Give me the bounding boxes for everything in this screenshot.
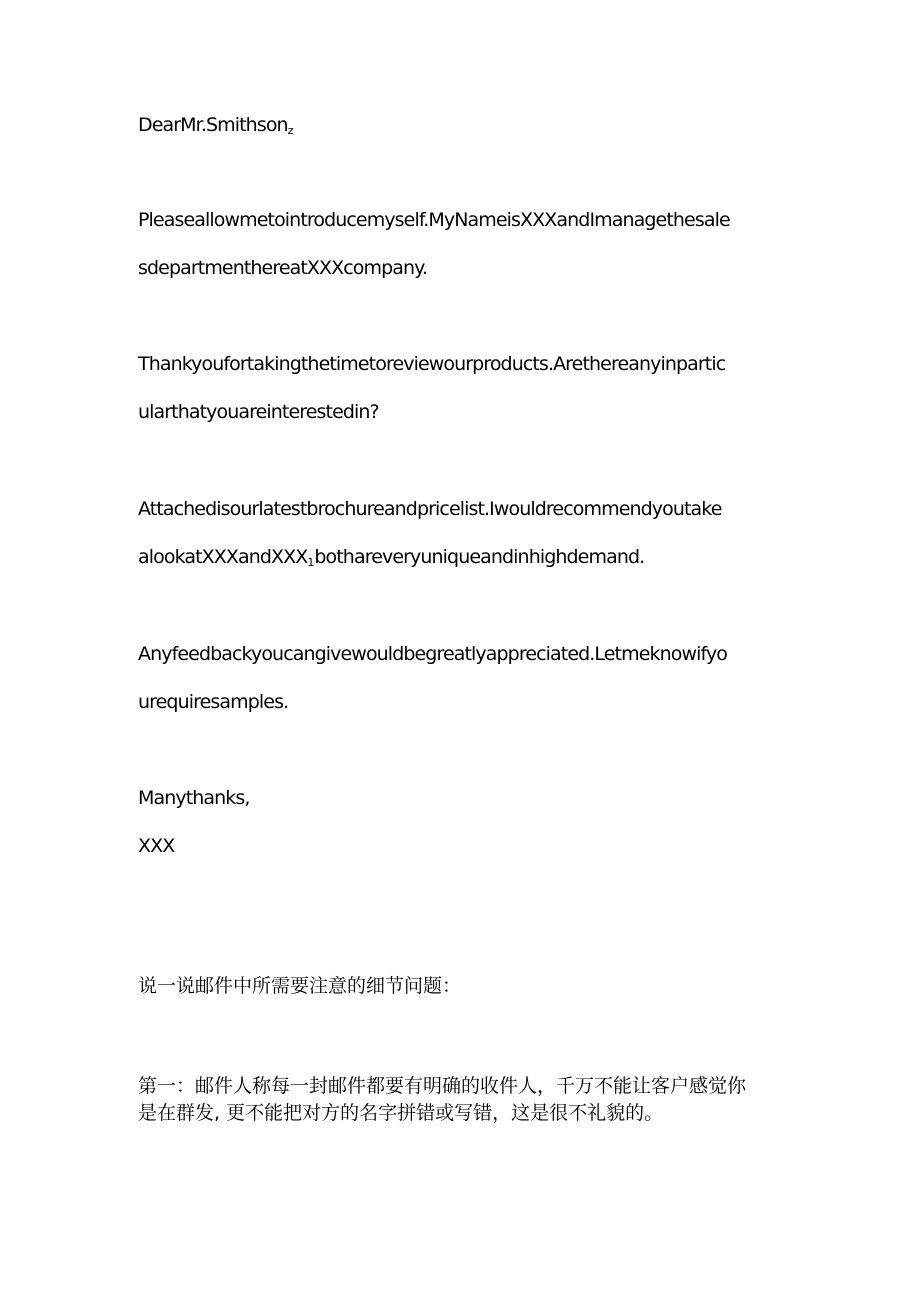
paragraph-3-subscript: 1 bbox=[307, 556, 315, 569]
letter-greeting bbox=[138, 113, 788, 137]
note-point-1-line-1: 第一：邮件人称每一封邮件都要有明确的收件人，千万不能让客户感觉你 bbox=[138, 1075, 747, 1097]
paragraph-4-line-2: urequiresamples. bbox=[138, 691, 289, 713]
paragraph-3-line-2 bbox=[138, 545, 788, 569]
closing-line: Manythanks, bbox=[138, 787, 250, 809]
paragraph-3-line-2-start: alookatXXXandXXX bbox=[138, 546, 308, 568]
paragraph-1-line-2: sdepartmenthereatXXXcompany. bbox=[138, 257, 427, 279]
paragraph-1-line-1: Pleaseallowmetointroducemyself.MyNameisXXXandImanagethesale bbox=[138, 209, 730, 231]
paragraph-2-line-2: ularthatyouareinterestedin? bbox=[138, 401, 379, 423]
note-point-1-line-2: 是在群发, 更不能把对方的名字拼错或写错，这是很不礼貌的。 bbox=[138, 1102, 664, 1124]
signature-line: XXX bbox=[138, 835, 175, 857]
paragraph-2-line-1: Thankyoufortakingthetimetoreviewourproducts.Arethereanyinpartic bbox=[138, 353, 726, 375]
paragraph-4-line-1: Anyfeedbackyoucangivewouldbegreatlyappreciated.Letmeknowifyo bbox=[138, 643, 728, 665]
greeting-subscript: z bbox=[287, 124, 294, 137]
greeting-text: DearMr.Smithson bbox=[138, 114, 288, 136]
paragraph-3-line-2-end: bothareveryuniqueandinhighdemand. bbox=[314, 546, 645, 568]
paragraph-3-line-1: Attachedisourlatestbrochureandpricelist.Iwouldrecommendyoutake bbox=[138, 498, 722, 520]
notes-heading: 说一说邮件中所需要注意的细节问题： bbox=[138, 975, 462, 997]
